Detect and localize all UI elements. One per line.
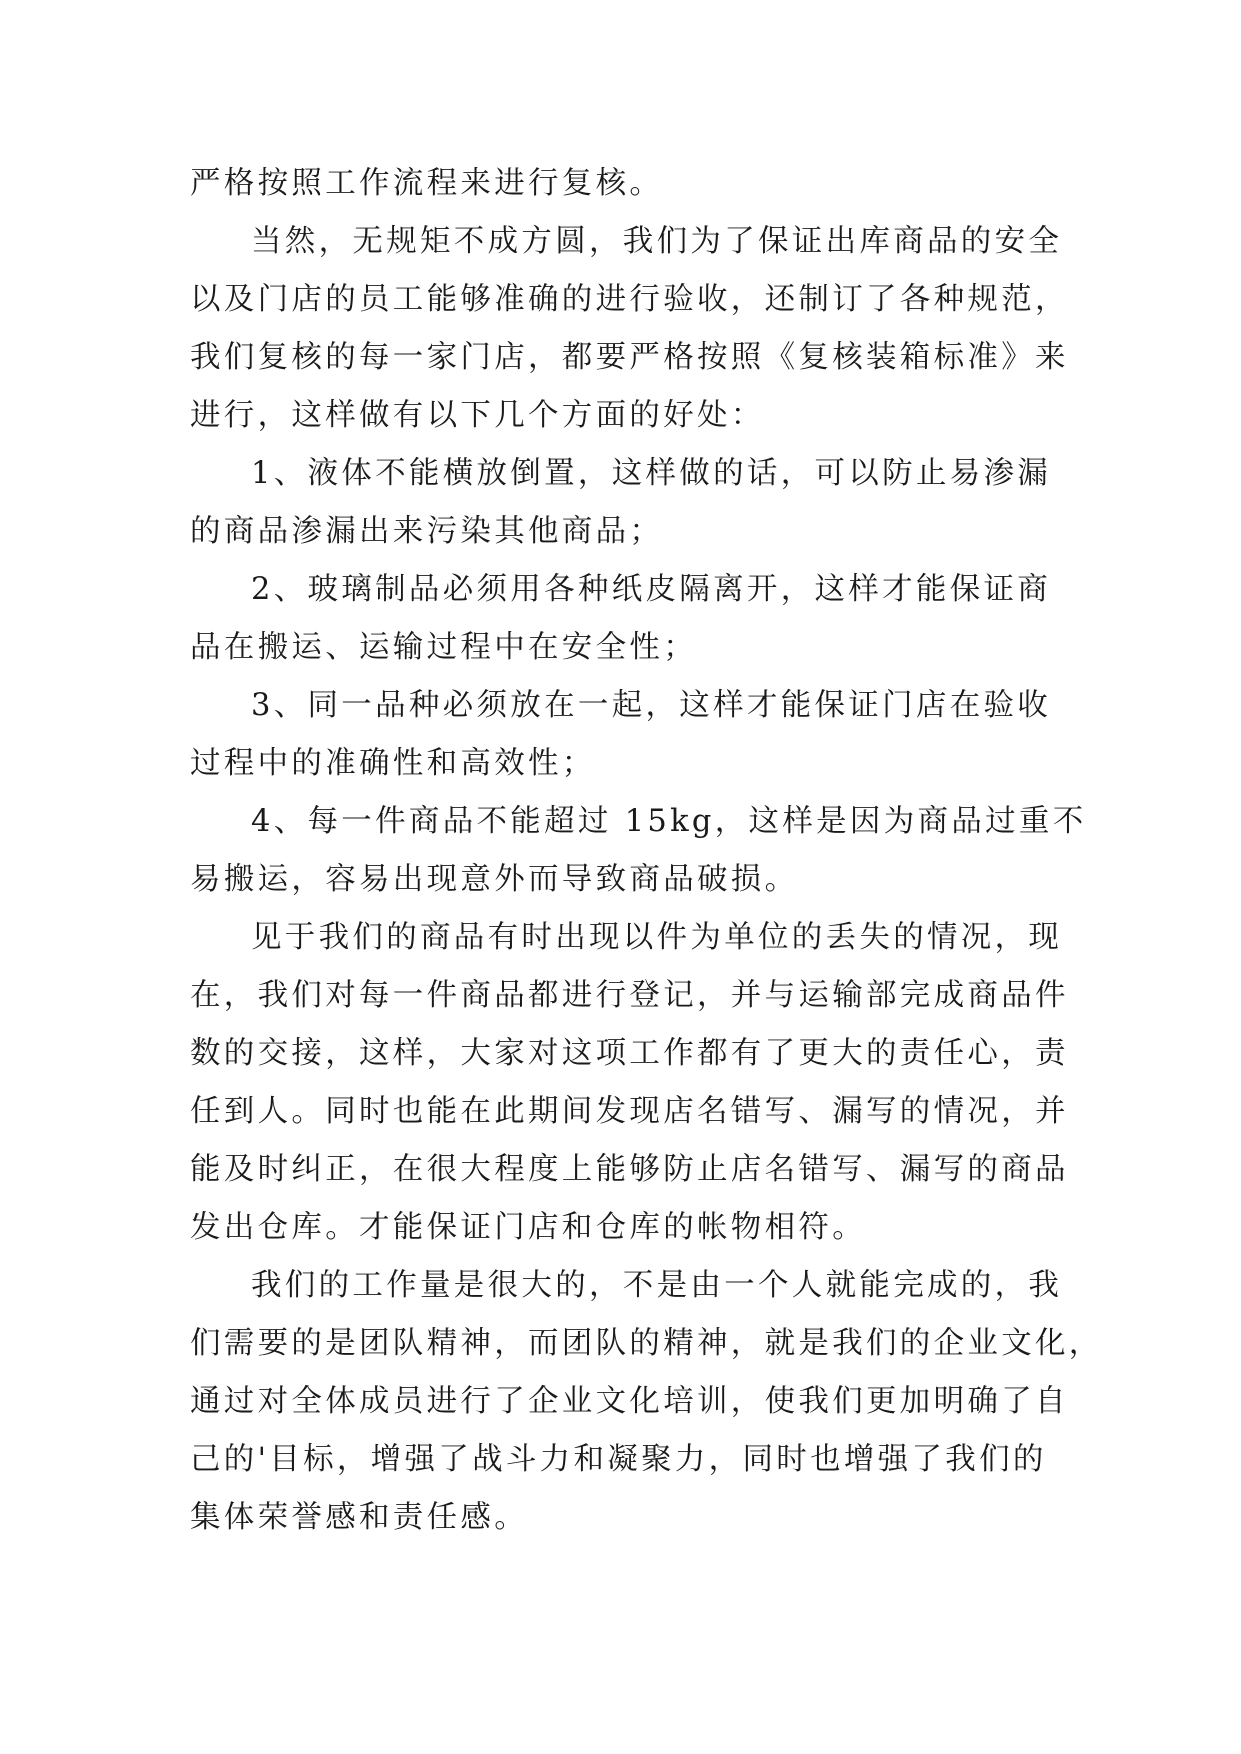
text-line: 能及时纠正，在很大程度上能够防止店名错写、漏写的商品 xyxy=(190,1152,1069,1187)
text-line: 我们复核的每一家门店，都要严格按照《复核装箱标准》来 xyxy=(190,340,1069,375)
text-line: 通过对全体成员进行了企业文化培训，使我们更加明确了自 xyxy=(190,1384,1069,1419)
text-line: 的商品渗漏出来污染其他商品； xyxy=(190,514,664,549)
text-line: 品在搬运、运输过程中在安全性； xyxy=(190,630,697,665)
text-line: 发出仓库。才能保证门店和仓库的帐物相符。 xyxy=(190,1210,866,1245)
text-line: 进行，这样做有以下几个方面的好处： xyxy=(190,398,765,433)
text-line: 集体荣誉感和责任感。 xyxy=(190,1500,528,1535)
text-line: 数的交接，这样，大家对这项工作都有了更大的责任心，责 xyxy=(190,1036,1069,1071)
text-line: 己的'目标，增强了战斗力和凝聚力，同时也增强了我们的 xyxy=(190,1442,1047,1477)
text-line: 我们的工作量是很大的，不是由一个人就能完成的，我 xyxy=(251,1268,1063,1303)
text-line: 1、液体不能横放倒置，这样做的话，可以防止易渗漏 xyxy=(251,456,1052,491)
text-line: 见于我们的商品有时出现以件为单位的丢失的情况，现 xyxy=(251,920,1063,955)
text-line: 4、每一件商品不能超过 15kg，这样是因为商品过重不 xyxy=(251,804,1087,839)
text-line: 严格按照工作流程来进行复核。 xyxy=(190,166,664,201)
text-line: 任到人。同时也能在此期间发现店名错写、漏写的情况，并 xyxy=(190,1094,1069,1129)
text-line: 在，我们对每一件商品都进行登记，并与运输部完成商品件 xyxy=(190,978,1069,1013)
text-line: 2、玻璃制品必须用各种纸皮隔离开，这样才能保证商 xyxy=(251,572,1052,607)
text-line: 过程中的准确性和高效性； xyxy=(190,746,596,781)
text-line: 当然，无规矩不成方圆，我们为了保证出库商品的安全 xyxy=(251,224,1063,259)
document-body xyxy=(190,155,1103,1547)
text-line: 以及门店的员工能够准确的进行验收，还制订了各种规范， xyxy=(190,282,1069,317)
text-line: 3、同一品种必须放在一起，这样才能保证门店在验收 xyxy=(251,688,1052,723)
text-line: 易搬运，容易出现意外而导致商品破损。 xyxy=(190,862,799,897)
text-line: 们需要的是团队精神，而团队的精神，就是我们的企业文化， xyxy=(190,1326,1103,1361)
